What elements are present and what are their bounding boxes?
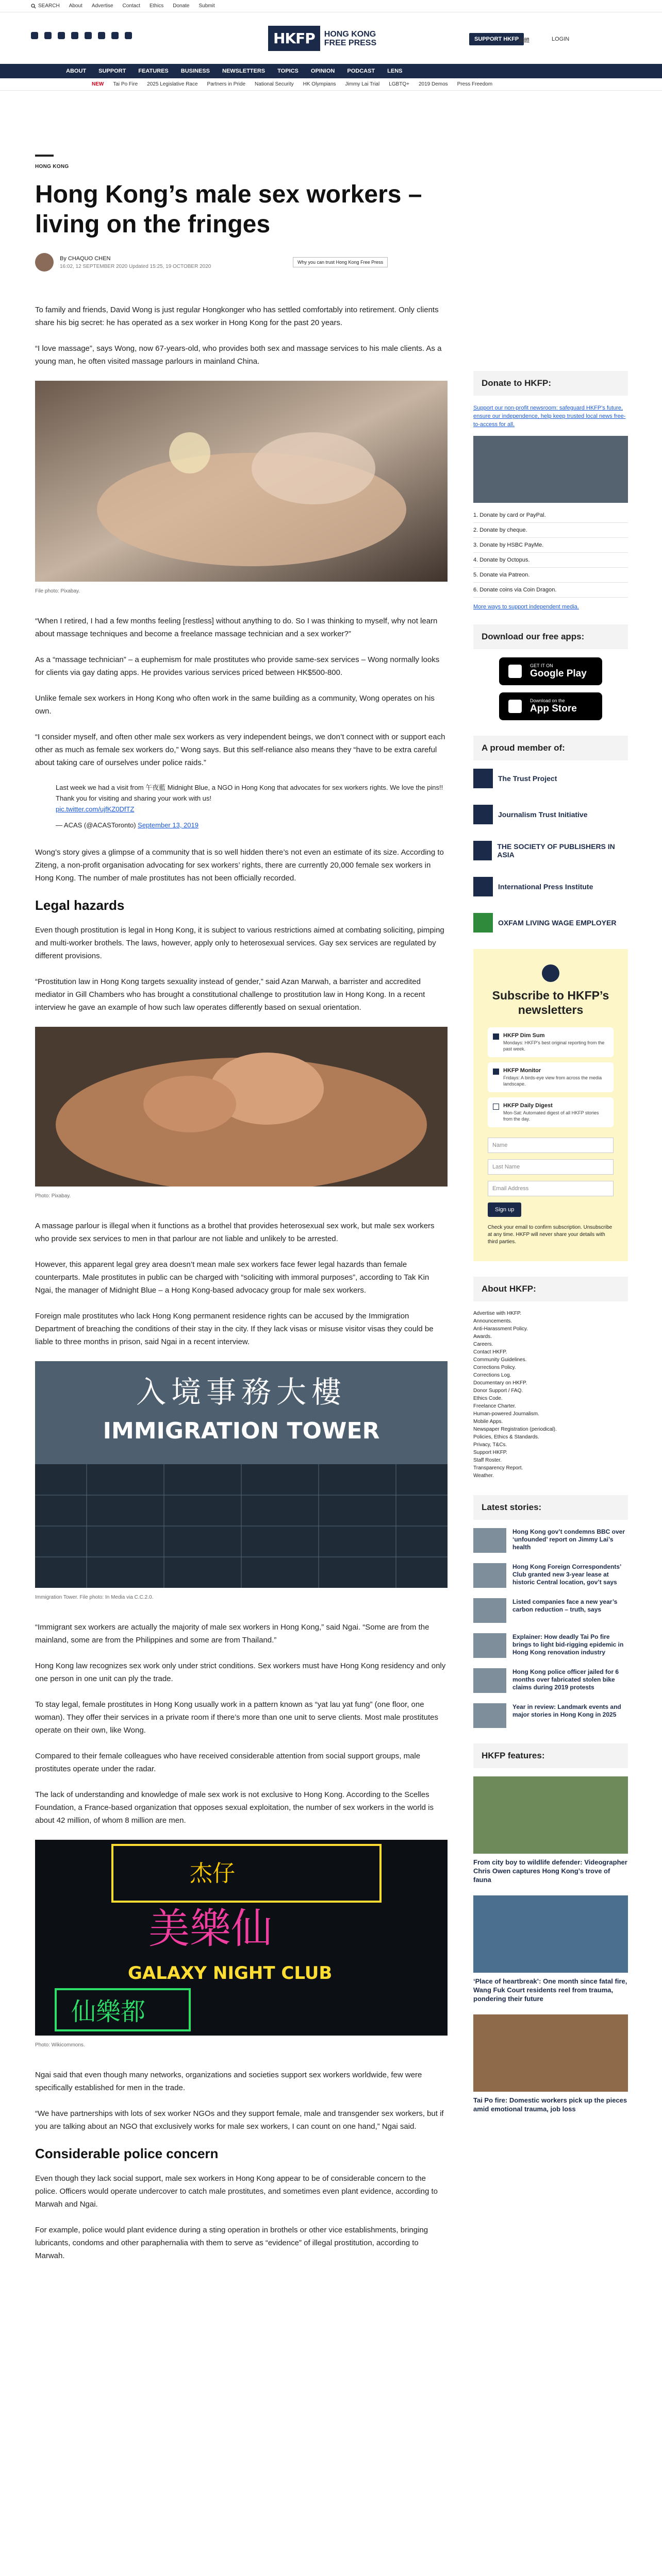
member-name: The Trust Project [498, 774, 557, 783]
massage-photo [35, 381, 448, 582]
ipi-icon [473, 877, 493, 896]
checkbox-checked-icon[interactable] [493, 1069, 499, 1075]
about-link[interactable]: Mobile Apps. [473, 1419, 503, 1425]
main-nav [0, 64, 662, 78]
topbar-link-submit[interactable]: Submit [198, 3, 215, 9]
latest-story[interactable] [473, 1563, 628, 1588]
trending-legco-race[interactable]: 2025 Legislative Race [147, 81, 198, 87]
nav-business[interactable]: BUSINESS [180, 68, 210, 74]
masthead [0, 12, 662, 64]
paragraph: Compared to their female colleagues who have received considerable attention from social support groups, male prostitutes operate under the radar. [35, 1752, 421, 1773]
subheading-legal-hazards: Legal hazards [35, 897, 125, 913]
back-massage-photo [35, 1027, 448, 1187]
feature-title[interactable]: Tai Po fire: Domestic workers pick up the pieces amid emotional trauma, job loss [473, 2096, 627, 2113]
apps-heading: Download our free apps: [473, 624, 628, 649]
newsletter-name: HKFP Daily Digest [503, 1103, 553, 1109]
about-link[interactable]: Announcements. [473, 1318, 512, 1324]
social-links [31, 32, 132, 39]
about-link[interactable]: Human-powered Journalism. [473, 1411, 539, 1417]
newsletter-desc: Mon-Sat: Automated digest of all HKFP stories from the day. [503, 1110, 599, 1122]
about-link[interactable]: Weather. [473, 1473, 494, 1479]
latest-story[interactable] [473, 1598, 628, 1623]
about-link[interactable]: Documentary on HKFP. [473, 1380, 527, 1386]
instagram-icon[interactable] [58, 32, 65, 39]
paragraph: To stay legal, female prostitutes in Hong Kong usually work in a pattern known as “yat lau yat fung” (one floor, one woman). They offer their services in a private room if there’s more than one unit to serve clients. Most male prostitutes operate on their own, like Wong. [35, 1700, 439, 1735]
paragraph: As a “massage technician” – a euphemism for male prostitutes who provide same-sex services – Wong normally looks for clients via gay dating apps. He provides various services priced between HK$500-800. [35, 655, 440, 677]
donate-option[interactable]: 4. Donate by Octopus. [473, 553, 628, 568]
youtube-icon[interactable] [85, 32, 92, 39]
about-link[interactable]: Ethics Code. [473, 1396, 503, 1401]
byline [35, 253, 448, 272]
nav-support[interactable]: SUPPORT [98, 68, 126, 74]
language-switch[interactable]: 繁體 [518, 38, 529, 44]
feature-story[interactable] [473, 1776, 628, 1884]
feature-image [473, 1895, 628, 1973]
sign-chinese: 入境事務大樓 [136, 1375, 347, 1410]
donate-option[interactable]: 6. Donate coins via Coin Dragon. [473, 583, 628, 598]
topbar-link-ethics[interactable]: Ethics [149, 3, 164, 9]
nav-about[interactable]: ABOUT [66, 68, 87, 74]
oxfam-icon [473, 913, 493, 933]
about-link[interactable]: Corrections Policy. [473, 1365, 516, 1370]
threads-icon[interactable] [71, 32, 78, 39]
newsletter-name: HKFP Monitor [503, 1067, 541, 1074]
about-heading: About HKFP: [473, 1277, 628, 1301]
paragraph: “I consider myself, and often other male sex workers as very independent beings, we don’t connect with or support each other as much as female sex workers do,” Wong says. But this self-reliance also means they “have to be extra careful about taking care of ourselves under police raids.” [35, 733, 445, 767]
tweet-date-link[interactable]: September 13, 2019 [138, 821, 198, 829]
about-link[interactable]: Advertise with HKFP. [473, 1311, 522, 1316]
support-hkfp-button[interactable]: SUPPORT HKFP [469, 33, 524, 45]
latest-story[interactable] [473, 1668, 628, 1693]
member-name: International Press Institute [498, 883, 593, 891]
tweet-author: — ACAS (@ACASToronto) [56, 821, 136, 829]
paragraph: However, this apparent legal grey area doesn’t mean male sex workers face fewer legal hazards than female counterparts. Male prostitutes in public can be charged with “soliciting with immoral purposes”, according to Tak Kin Ngai, the manager of Midnight Blue – a Hong Kong-based advocacy group for male sex workers. [35, 1260, 429, 1295]
author-name[interactable]: By CHAQUO CHEN [60, 255, 111, 262]
tweet-credit [56, 820, 448, 831]
member-logo[interactable] [473, 877, 628, 896]
section-rule [35, 155, 54, 157]
member-name: THE SOCIETY OF PUBLISHERS IN ASIA [497, 842, 615, 859]
signup-button[interactable]: Sign up [488, 1202, 521, 1217]
trust-project-icon [473, 769, 493, 788]
name-field[interactable]: Name [488, 1138, 614, 1153]
trending-bar [0, 78, 662, 91]
photo-caption: Photo: Wikicommons. [35, 2042, 85, 2048]
sopa-icon [473, 841, 492, 860]
newsletter-box [473, 949, 628, 1261]
paragraph: “Prostitution law in Hong Kong targets sexuality instead of gender,” said Azan Marwah, a barrister and accredited mediator in Gill Chambers who has brought a constitutional challenge to prostitution law in Hong Kong. In a recent interview he gave an example of how such law operates differently based on sexual orientation. [35, 977, 425, 1012]
photo-caption: Photo: Pixabay. [35, 1193, 71, 1199]
nav-topics[interactable]: TOPICS [277, 68, 299, 74]
newsletter-desc: Fridays: A birds-eye view from across the media landscape. [503, 1075, 602, 1087]
neon-sign-2: 美樂仙 [148, 1905, 272, 1953]
member-name: Journalism Trust Initiative [498, 810, 588, 819]
paragraph: A massage parlour is illegal when it functions as a brothel that provides heterosexual sex work, but male sex workers who provide sex services to men in that parlour are not liable and unlikely to be arrested. [35, 1222, 435, 1243]
tweet-pic-link[interactable]: pic.twitter.com/ujfKZ0DfTZ [56, 805, 135, 813]
story-thumbnail [473, 1633, 506, 1658]
new-label: NEW [92, 81, 104, 87]
latest-heading: Latest stories: [473, 1495, 628, 1520]
last-name-field[interactable]: Last Name [488, 1159, 614, 1175]
feature-story[interactable] [473, 2014, 628, 2113]
feature-story[interactable] [473, 1895, 628, 2003]
search-label: SEARCH [38, 3, 60, 9]
topbar-link-contact[interactable]: Contact [122, 3, 140, 9]
rss-icon[interactable] [125, 32, 132, 39]
member-logo[interactable] [473, 769, 628, 788]
latest-story[interactable] [473, 1633, 628, 1658]
trending-press-freedom[interactable]: Press Freedom [457, 81, 493, 87]
about-link[interactable]: Contact HKFP. [473, 1349, 507, 1355]
neon-sign-4: 仙樂都 [71, 1997, 146, 2026]
latest-story[interactable] [473, 1528, 628, 1553]
trending-hk-olympians[interactable]: HK Olympians [303, 81, 336, 87]
paragraph: “We have partnerships with lots of sex worker NGOs and they support female, male and transgender sex workers, but if you are talking about an NGO that exclusively works for male sex workers, I can count on one hand,” Ngai said. [35, 2109, 444, 2131]
about-link[interactable]: Community Guidelines. [473, 1357, 527, 1363]
about-link[interactable]: Freelance Charter. [473, 1403, 516, 1409]
newsletter-option[interactable] [488, 1027, 614, 1057]
trending-tai-po-fire[interactable]: Tai Po Fire [113, 81, 138, 87]
story-thumbnail [473, 1703, 506, 1728]
article-title: Hong Kong’s male sex workers – living on the fringes [35, 181, 422, 238]
sidebar [473, 371, 628, 2125]
topbar-link-about[interactable]: About [69, 3, 82, 9]
story-title[interactable]: Hong Kong Foreign Correspondents’ Club granted new 3-year lease at historic Central location, gov’t says [512, 1563, 621, 1586]
story-title[interactable]: Listed companies face a new year’s carbon reduction – truth, says [512, 1598, 618, 1613]
story-thumbnail [473, 1598, 506, 1623]
google-play-icon [508, 665, 522, 678]
newsletter-option[interactable] [488, 1097, 614, 1127]
about-link[interactable]: Careers. [473, 1342, 493, 1347]
about-link[interactable]: Staff Roster. [473, 1458, 502, 1463]
newsletter-heading: Subscribe to HKFP’s newsletters [492, 989, 609, 1016]
photo-caption: File photo: Pixabay. [35, 588, 80, 594]
about-links [473, 1310, 628, 1480]
mail-icon [542, 964, 559, 982]
paragraph: To family and friends, David Wong is just regular Hongkonger who has settled comfortably into retirement. Only clients share his big secret: he has operated as a sex worker in Hong Kong for the past 20 years. [35, 306, 439, 327]
google-play-line1: GET IT ON [530, 663, 553, 668]
email-field[interactable]: Email Address [488, 1181, 614, 1196]
immigration-tower-photo [35, 1361, 448, 1588]
nav-lens[interactable]: LENS [387, 68, 403, 74]
x-twitter-icon[interactable] [44, 32, 52, 39]
donate-option[interactable]: 2. Donate by cheque. [473, 523, 628, 538]
story-title[interactable]: Year in review: Landmark events and major stories in Hong Kong in 2025 [512, 1703, 621, 1718]
paragraph: Foreign male prostitutes who lack Hong Kong permanent residence rights can be accused by the Immigration Department of breaching the conditions of their stay in the city. If they lack visas or misuse visitor visas they could be liable to three months in prison, said Ngai in a recent interview. [35, 1312, 434, 1346]
tweet-text: Last week we had a visit from 午夜藍 Midnight Blue, a NGO in Hong Kong that advocates for sex workers rights. We love the pins!! Thank you for visiting and sharing your work with us! [56, 784, 443, 802]
nav-podcast[interactable]: PODCAST [347, 68, 375, 74]
google-play-button[interactable] [499, 657, 602, 685]
story-title[interactable]: Explainer: How deadly Tai Po fire brings to light bid-rigging epidemic in Hong Kong renovation industry [512, 1633, 624, 1656]
about-link[interactable]: Awards. [473, 1334, 492, 1340]
feature-title[interactable]: From city boy to wildlife defender: Videographer Chris Owen captures Hong Kong’s trove of fauna [473, 1858, 627, 1884]
paragraph: “When I retired, I had a few months feeling [restless] without anything to do. So I was thinking to myself, why not learn about massage techniques and become a freelance massage technician and a sex worker?” [35, 617, 438, 638]
search-icon [31, 4, 36, 9]
author-avatar [35, 253, 54, 272]
app-store-line2: App Store [530, 703, 577, 714]
logo-mark: HKFP [268, 26, 320, 51]
donate-option[interactable]: 1. Donate by card or PayPal. [473, 508, 628, 523]
paragraph: Even though prostitution is legal in Hong Kong, it is subject to various restrictions aimed at combating soliciting, pimping and multi-worker brothels. The laws, however, apply only to heterosexual services. Gay sex services are regulated by different provisions. [35, 926, 444, 960]
logo-name-line2: FREE PRESS [324, 38, 377, 47]
donate-photo [473, 436, 628, 503]
article [35, 155, 448, 2275]
paragraph: Even though they lack social support, male sex workers in Hong Kong appear to be of considerable concern to the police. Officers would operate undercover to catch male prostitutes, and sometimes even plant evidence, according to Marwah and Ngai. [35, 2174, 438, 2209]
telegram-icon[interactable] [98, 32, 105, 39]
neon-signs-photo [35, 1840, 448, 2036]
trending-2019-demos[interactable]: 2019 Demos [418, 81, 448, 87]
app-store-line1: Download on the [530, 698, 565, 703]
members-heading: A proud member of: [473, 736, 628, 760]
photo-caption: Immigration Tower. File photo: In Media via C.C.2.0. [35, 1595, 154, 1600]
about-link[interactable]: Anti-Harassment Policy. [473, 1326, 528, 1332]
neon-sign-1: 杰仔 [190, 1860, 235, 1887]
about-link[interactable]: Donor Support / FAQ. [473, 1388, 523, 1394]
apple-icon [508, 700, 522, 713]
trending-lgbtq[interactable]: LGBTQ+ [389, 81, 409, 87]
sign-english: IMMIGRATION TOWER [103, 1418, 380, 1444]
nav-opinion[interactable]: OPINION [310, 68, 335, 74]
nav-newsletters[interactable]: NEWSLETTERS [222, 68, 266, 74]
story-title[interactable]: Hong Kong police officer jailed for 6 months over fabricated stolen bike claims during 2019 protests [512, 1668, 619, 1691]
trending-national-security[interactable]: National Security [255, 81, 294, 87]
facebook-icon[interactable] [31, 32, 38, 39]
trending-jimmy-lai[interactable]: Jimmy Lai Trial [345, 81, 380, 87]
paragraph: The lack of understanding and knowledge of male sex work is not exclusive to Hong Kong. According to the Scelles Foundation, a France-based organization that opposes sexual exploitation, the number of sex workers in the world is about 42 million, of whom 8 million are men. [35, 1790, 434, 1825]
newsletter-name: HKFP Dim Sum [503, 1032, 545, 1039]
app-store-button[interactable] [499, 692, 602, 720]
trust-badge[interactable]: Why you can trust Hong Kong Free Press [293, 257, 388, 267]
story-thumbnail [473, 1563, 506, 1588]
donate-heading: Donate to HKFP: [473, 371, 628, 396]
paragraph: Ngai said that even though many networks, organizations and societies support sex workers worldwide, few were specifically established for men in the trade. [35, 2071, 422, 2092]
paragraph: Wong’s story gives a glimpse of a community that is so well hidden there’s not even an estimate of its size. According to Ziteng, a non-profit organisation advocating for sex workers’ rights, there are currently 20,000 female sex workers in Hong Kong. The number of male prostitutes has not been officially recorded. [35, 848, 444, 883]
logo-name-line1: HONG KONG [324, 29, 376, 39]
member-logo[interactable] [473, 805, 628, 824]
about-link[interactable]: Corrections Log. [473, 1372, 511, 1378]
google-play-line2: Google Play [530, 668, 587, 679]
donate-option[interactable]: 3. Donate by HSBC PayMe. [473, 538, 628, 553]
about-link[interactable]: Newspaper Registration (periodical). [473, 1427, 557, 1432]
section-label[interactable]: HONG KONG [35, 164, 69, 170]
newsletter-footnote: Check your email to confirm subscription. Unsubscribe at any time. HKFP will never share your details with third parties. [488, 1225, 613, 1245]
publish-date: 16:02, 12 SEPTEMBER 2020 Updated 15:25, 19 OCTOBER 2020 [60, 263, 211, 269]
story-title[interactable]: Hong Kong gov’t condemns BBC over ‘unfounded’ report on Jimmy Lai’s health [512, 1528, 625, 1551]
member-name: OXFAM LIVING WAGE EMPLOYER [498, 919, 617, 927]
member-logo[interactable] [473, 913, 628, 933]
search-button[interactable] [31, 3, 60, 9]
paragraph: “Immigrant sex workers are actually the majority of male sex workers in Hong Kong,” said Ngai. “Some are from the mainland, some are from the Philippines and some are from Thailand.” [35, 1623, 429, 1645]
mail-icon[interactable] [111, 32, 119, 39]
login-link[interactable]: LOGIN [552, 36, 570, 42]
donate-options [473, 508, 628, 598]
site-logo[interactable] [268, 26, 376, 51]
checkbox-unchecked-icon[interactable] [493, 1104, 499, 1110]
top-utility-bar [0, 0, 662, 12]
about-link[interactable]: Transparency Report. [473, 1465, 523, 1471]
paragraph: “I love massage”, says Wong, now 67-years-old, who provides both sex and massage services to his male clients. As a young man, he often visited massage parlours in mainland China. [35, 344, 442, 366]
donate-intro[interactable]: Support our non-profit newsroom: safeguard HKFP's future, ensure our independence, help keep trusted local news free-to-access for all. [473, 405, 626, 428]
feature-image [473, 2014, 628, 2092]
feature-image [473, 1776, 628, 1854]
newsletter-desc: Mondays: HKFP’s best original reporting from the past week. [503, 1040, 605, 1052]
newsletter-option[interactable] [488, 1062, 614, 1092]
paragraph: Hong Kong law recognizes sex work only under strict conditions. Sex workers must have Hong Kong residency and only one person in one unit can ply the trade. [35, 1662, 446, 1683]
story-thumbnail [473, 1528, 506, 1553]
paragraph: Unlike female sex workers in Hong Kong who often work in the same building as a community, Wong operates on his own. [35, 694, 435, 716]
donate-more-link[interactable]: More ways to support independent media. [473, 604, 579, 610]
jti-icon [473, 805, 493, 824]
checkbox-checked-icon[interactable] [493, 1033, 499, 1040]
story-thumbnail [473, 1668, 506, 1693]
latest-story[interactable] [473, 1703, 628, 1728]
member-logo[interactable] [473, 841, 628, 860]
neon-sign-3: GALAXY NIGHT CLUB [128, 1963, 333, 1984]
nav-features[interactable]: FEATURES [138, 68, 169, 74]
feature-title[interactable]: ‘Place of heartbreak’: One month since fatal fire, Wang Fuk Court residents reel from trauma, pondering their future [473, 1977, 627, 2003]
about-link[interactable]: Privacy, T&Cs. [473, 1442, 507, 1448]
about-link[interactable]: Policies, Ethics & Standards. [473, 1434, 539, 1440]
trending-partners-pride[interactable]: Partners in Pride [207, 81, 246, 87]
about-link[interactable]: Support HKFP. [473, 1450, 507, 1455]
paragraph: For example, police would plant evidence during a sting operation in brothels or other vice establishments, bringing lubricants, condoms and other paraphernalia with them to serve as “evidence” of illegal prostitution, according to Marwah. [35, 2226, 428, 2260]
subheading-police-concern: Considerable police concern [35, 2146, 219, 2161]
donate-option[interactable]: 5. Donate via Patreon. [473, 568, 628, 583]
features-heading: HKFP features: [473, 1743, 628, 1768]
topbar-link-donate[interactable]: Donate [173, 3, 190, 9]
embedded-tweet[interactable] [35, 782, 448, 831]
topbar-link-advertise[interactable]: Advertise [91, 3, 113, 9]
